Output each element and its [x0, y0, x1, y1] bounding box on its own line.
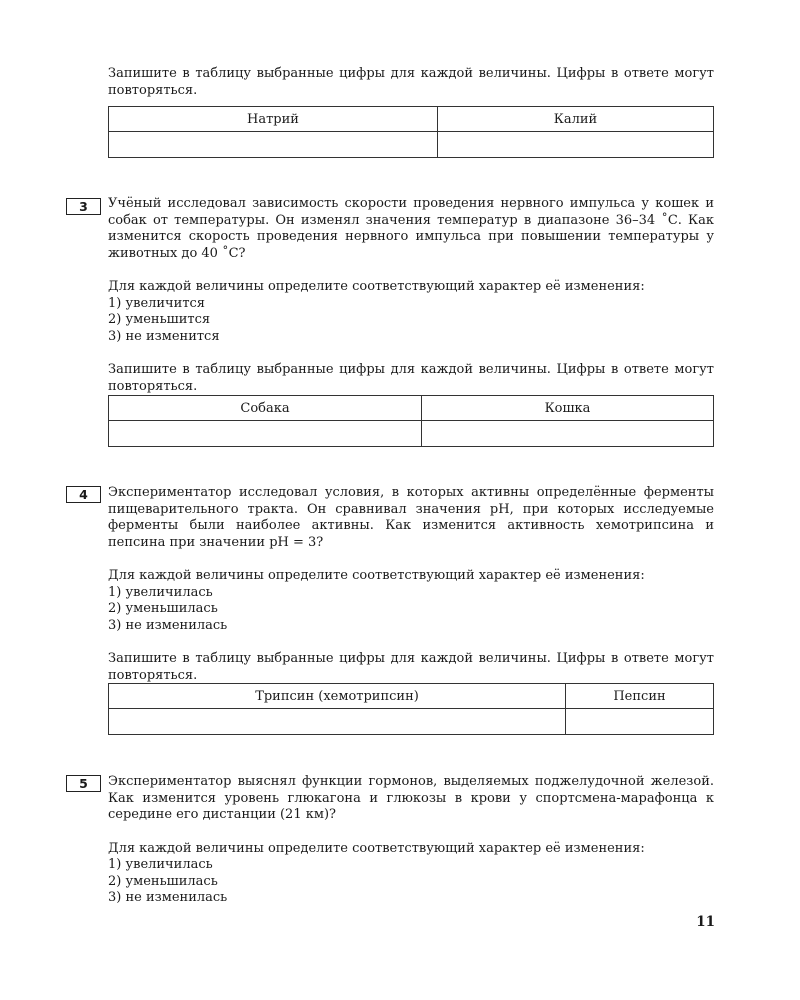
answer-cell[interactable] [109, 709, 566, 735]
task-4-instruction: Запишите в таблицу выбранные цифры для каждой величины. Цифры в ответе могут повторяться. [108, 651, 714, 683]
answer-cell[interactable] [566, 709, 714, 735]
task-2-answer-table [108, 106, 714, 158]
task-number-badge: 5 [66, 775, 101, 792]
answer-cell[interactable] [422, 421, 714, 447]
table-header: Калий [438, 107, 714, 132]
answer-cell[interactable] [109, 132, 438, 158]
table-header: Кошка [422, 396, 714, 421]
option-item: 1) увеличилась [108, 857, 213, 872]
table-header: Собака [109, 396, 422, 421]
option-item: 3) не изменилась [108, 890, 228, 905]
task-5-prompt: Для каждой величины определите соответствующий характер её изменения: [108, 840, 645, 856]
task-4-block [108, 485, 714, 684]
option-item: 2) уменьшилась [108, 601, 218, 616]
option-item: 2) уменьшится [108, 312, 211, 327]
answer-cell[interactable] [109, 421, 422, 447]
task-2-instruction-block [108, 66, 714, 99]
answer-cell[interactable] [438, 132, 714, 158]
task-3-prompt: Для каждой величины определите соответствующий характер её изменения: [108, 279, 645, 294]
task-2-instruction: Запишите в таблицу выбранные цифры для каждой величины. Цифры в ответе могут повторяться. [108, 66, 714, 98]
table-header: Пепсин [566, 684, 714, 709]
task-4-prompt: Для каждой величины определите соответствующий характер её изменения: [108, 568, 645, 583]
option-item: 3) не изменится [108, 328, 220, 344]
task-5-block [108, 774, 714, 907]
option-item: 1) увеличилась [108, 584, 213, 600]
option-item: 3) не изменилась [108, 617, 228, 633]
task-4-answer-table [108, 683, 714, 735]
table-header: Натрий [109, 107, 438, 132]
task-3-block [108, 196, 714, 395]
option-item: 2) уменьшилась [108, 873, 218, 889]
task-number-badge: 3 [66, 198, 101, 215]
table-header: Трипсин (хемотрипсин) [109, 684, 566, 709]
task-3-question: Учёный исследовал зависимость скорости проведения нервного импульса у кошек и собак от температуры. Он изменял значения температур в диапазоне 36–34 ˚С. Как изменится скорость проведения нервного импульса при повышении температуры у животных до 40 ˚С? [108, 196, 714, 261]
page-number: 11 [696, 914, 715, 930]
task-3-instruction: Запишите в таблицу выбранные цифры для каждой величины. Цифры в ответе могут повторяться. [108, 362, 714, 394]
task-4-question: Экспериментатор исследовал условия, в которых активны определённые ферменты пищеварительного тракта. Он сравнивал значения рН, при которых исследуемые ферменты были наиболее активны. Как изменится активность хемотрипсина и пепсина при значении рН = 3? [108, 485, 714, 550]
option-item: 1) увеличится [108, 295, 205, 311]
task-5-question: Экспериментатор выяснял функции гормонов, выделяемых поджелудочной железой. Как изменится уровень глюкагона и глюкозы в крови у спортсмена-марафонца к середине его дистанции (21 км)? [108, 774, 714, 822]
task-number-badge: 4 [66, 486, 101, 503]
task-3-answer-table [108, 395, 714, 447]
